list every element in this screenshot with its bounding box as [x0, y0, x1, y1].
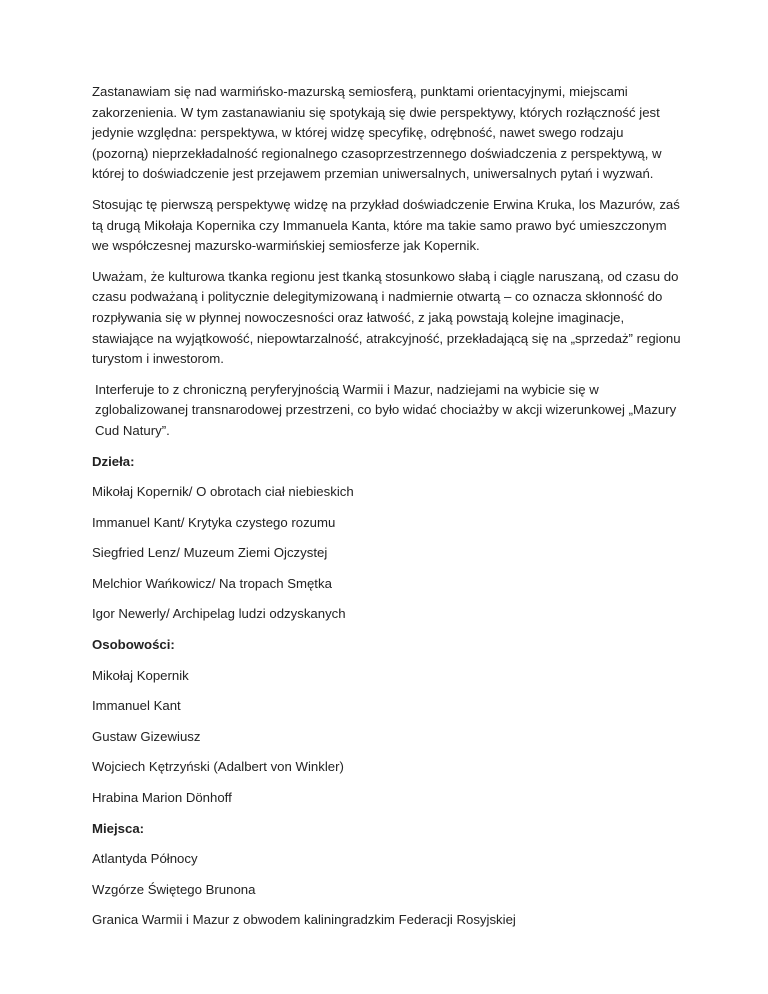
- paragraph-perspective: Stosując tę pierwszą perspektywę widzę na przykład doświadczenie Erwina Kruka, los Mazurów, zaś tą drugą Mikołaja Kopernika czy Immanuela Kanta, które ma takie samo prawo być umieszczonym we współczesnej mazursko-warmińskiej semiosferze jak Kopernik.: [92, 196, 680, 254]
- works-item: Mikołaj Kopernik/ O obrotach ciał niebieskich: [92, 484, 354, 500]
- people-item: Hrabina Marion Dönhoff: [92, 790, 232, 806]
- works-item: Melchior Wańkowicz/ Na tropach Smętka: [92, 575, 332, 591]
- people-item: Immanuel Kant: [92, 698, 181, 714]
- paragraph-periphery: Interferuje to z chroniczną peryferyjnością Warmii i Mazur, nadziejami na wybicie się w zglobalizowanej transnarodowej przestrzeni, co było widać chociażby w akcji wizerunkowej „Mazury Cud Natury”.: [95, 381, 677, 438]
- works-item: Igor Newerly/ Archipelag ludzi odzyskanych: [92, 606, 346, 622]
- people-item: Mikołaj Kopernik: [92, 667, 189, 683]
- people-heading: Osobowości:: [92, 637, 175, 653]
- paragraph-cultural-tissue: Uważam, że kulturowa tkanka regionu jest tkanką stosunkowo słabą i ciągle naruszaną, od czasu do czasu podważaną i politycznie delegitymizowaną i nadmiernie otwartą – co oznacza skłonność do rozpływania się w płynnej nowoczesności oraz łatwość, z jaką powstają kolejne imaginacje, stawiające na wyjątkowość, niepowtarzalność, atrakcyjność, przekładającą się na „sprzedaż” regionu turystom i inwestorom.: [92, 268, 681, 367]
- places-item: Wzgórze Świętego Brunona: [92, 881, 256, 897]
- places-item: Atlantyda Północy: [92, 851, 198, 867]
- people-list: [92, 666, 682, 809]
- places-heading: Miejsca:: [92, 820, 145, 836]
- document-body: [92, 82, 682, 941]
- places-item: Granica Warmii i Mazur z obwodem kaliningradzkim Federacji Rosyjskiej: [92, 912, 516, 928]
- people-item: Wojciech Kętrzyński (Adalbert von Winkler): [92, 759, 344, 775]
- works-item: Immanuel Kant/ Krytyka czystego rozumu: [92, 514, 336, 530]
- works-item: Siegfried Lenz/ Muzeum Ziemi Ojczystej: [92, 545, 328, 561]
- paragraph-intro: Zastanawiam się nad warmińsko-mazurską semiosferą, punktami orientacyjnymi, miejscami zakorzenienia. W tym zastanawianiu się spotykają się dwie perspektywy, których rozłączność jest jedynie względna: perspektywa, w której widzę specyfikę, odrębność, nawet swego rodzaju (pozorną) nieprzekładalność regionalnego czasoprzestrzennego doświadczenia z perspektywą, w której to doświadczenie jest przejawem przemian uniwersalnych, uniwersalnych pytań i wyzwań.: [92, 84, 662, 182]
- works-list: [92, 482, 682, 625]
- places-list: [92, 849, 682, 931]
- people-item: Gustaw Gizewiusz: [92, 728, 201, 744]
- works-heading: Dzieła:: [92, 453, 135, 469]
